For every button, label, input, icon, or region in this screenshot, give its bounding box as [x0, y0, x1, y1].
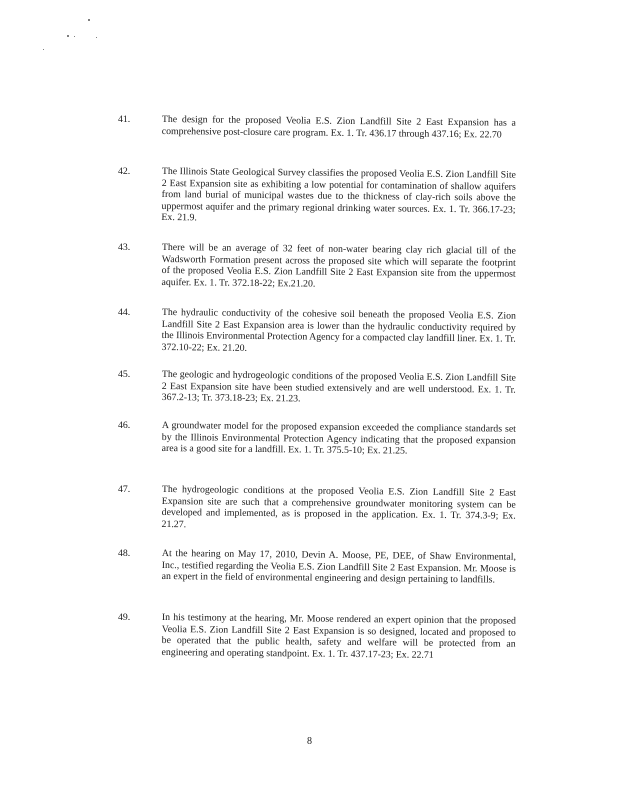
paragraph-number: 46.: [118, 420, 131, 431]
scan-speck: [74, 36, 75, 37]
paragraph-number: 47.: [118, 484, 131, 495]
paragraph-number: 43.: [118, 242, 131, 253]
scan-speck: [43, 49, 44, 50]
paragraph-number: 44.: [118, 307, 131, 318]
paragraph-number: 48.: [118, 548, 131, 559]
paragraph-text: The Illinois State Geological Survey classifies the proposed Veolia E.S. Zion Landfill Site 2 East Expansion site as exhibiting a low potential for contamination of shallow aquifers from land burial of municipal wastes due to the thickness of clay-rich soils above the uppermost aquifer and the primary regional drinking water sources. Ex. 1. Tr. 366.17-23; Ex. 21.9.: [161, 166, 516, 224]
paragraph-number: 41.: [118, 114, 131, 125]
paragraph-text: There will be an average of 32 feet of non-water bearing clay rich glacial till of the Wadsworth Formation present across the proposed site which will separate the footprint of the proposed Veolia E.S. Zion Landfill Site 2 East Expansion site from the uppermost aquifer. Ex. 1. Tr. 372.18-22; Ex.21.20.: [161, 242, 516, 290]
scan-speck: [67, 35, 69, 37]
paragraph-text: In his testimony at the hearing, Mr. Moose rendered an expert opinion that the proposed Veolia E.S. Zion Landfill Site 2 East Expansion is so designed, located and proposed to be operated that the public health, safety and welfare will be protected from an engineering and operating standpoint. Ex. 1. Tr. 437.17-23; Ex. 22.71: [161, 612, 516, 661]
page-number: 8: [307, 736, 312, 747]
paragraph-text: The geologic and hydrogeologic conditions of the proposed Veolia E.S. Zion Landfill Site 2 East Expansion site have been studied extensively and are well understood. Ex. 1. Tr. 367.2-13; Tr. 373.18-23; Ex. 21.23.: [161, 369, 516, 405]
paragraph-text: The design for the proposed Veolia E.S. Zion Landfill Site 2 East Expansion has a comprehensive post-closure care program. Ex. 1. Tr. 436.17 through 437.16; Ex. 22.70: [161, 114, 516, 141]
scan-speck: [88, 19, 90, 21]
paragraph-text: The hydrogeologic conditions at the proposed Veolia E.S. Zion Landfill Site 2 East Expansion site are such that a comprehensive groundwater monitoring system can be developed and implemented, as is proposed in the application. Ex. 1. Tr. 374.3-9; Ex. 21.27.: [161, 484, 516, 531]
paragraph-text: At the hearing on May 17, 2010, Devin A. Moose, PE, DEE, of Shaw Environmental, Inc., testified regarding the Veolia E.S. Zion Landfill Site 2 East Expansion. Mr. Moose is an expert in the field of environmental engineering and design pertaining to landfills.: [161, 548, 516, 586]
paragraph-number: 42.: [118, 166, 131, 177]
paragraph-text: A groundwater model for the proposed expansion exceeded the compliance standards set by the Illinois Environmental Protection Agency indicating that the proposed expansion area is a good site for a landfill. Ex. 1. Tr. 375.5-10; Ex. 21.25.: [161, 420, 516, 457]
paragraph-number: 49.: [118, 612, 131, 623]
paragraph-number: 45.: [118, 369, 131, 380]
paragraph-text: The hydraulic conductivity of the cohesive soil beneath the proposed Veolia E.S. Zion Landfill Site 2 East Expansion area is lower than the hydraulic conductivity required by the Illinois Environmental Protection Agency for a compacted clay landfill liner. Ex. 1. Tr. 372.10-22; Ex. 21.20.: [161, 307, 516, 354]
scan-speck: [96, 37, 97, 38]
